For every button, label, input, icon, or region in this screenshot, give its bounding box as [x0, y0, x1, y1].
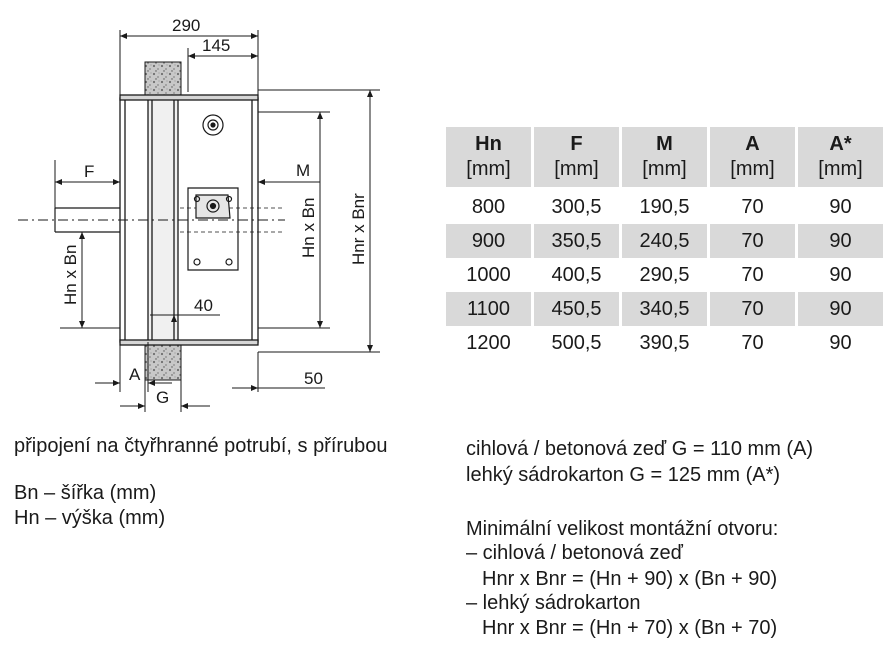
table-cell: 70	[709, 224, 797, 258]
dim-g-label: G	[156, 388, 170, 407]
wall-bottom	[145, 340, 181, 380]
table-cell: 350,5	[533, 224, 621, 258]
table-cell: 800	[471, 195, 506, 218]
table-cell: 190,5	[621, 189, 709, 225]
dim-f-label: F	[84, 162, 95, 181]
dim-m-label: M	[296, 161, 311, 180]
dim-hnr-bnr-label: Hnr x Bnr	[349, 193, 368, 265]
table-cell: 400,5	[533, 258, 621, 292]
table-cell: 450,5	[533, 292, 621, 326]
header-a: A [mm]	[709, 127, 797, 189]
opening-drywall-label: – lehký sádrokarton	[466, 592, 641, 614]
dim-hn-bn-right-label: Hn x Bn	[299, 197, 318, 258]
dim-a-label: A	[129, 365, 141, 384]
opening-brick-formula: Hnr x Bnr = (Hn + 90) x (Bn + 90)	[482, 568, 778, 590]
wall-brick-note: cihlová / betonová zeď G = 110 mm (A)	[466, 438, 814, 460]
header-m: M [mm]	[621, 127, 709, 189]
table-row	[446, 189, 883, 225]
table-cell: 70	[709, 258, 797, 292]
opening-title: Minimální velikost montážní otvoru:	[466, 518, 779, 540]
table-row	[446, 224, 883, 258]
dimension-table	[446, 127, 883, 360]
table-cell: 90	[797, 189, 884, 225]
technical-drawing	[0, 0, 440, 430]
wall-drywall-note: lehký sádrokarton G = 125 mm (A*)	[466, 464, 781, 486]
header-hn: Hn [mm]	[446, 127, 533, 189]
dim-40-label: 40	[194, 296, 213, 315]
table-row	[446, 326, 883, 360]
table-row	[446, 292, 883, 326]
hn-definition: Hn – výška (mm)	[14, 507, 166, 529]
table-cell: 390,5	[621, 326, 709, 360]
table-row	[446, 258, 883, 292]
wall-top	[145, 62, 181, 98]
table-cell: 1000	[466, 263, 511, 286]
connection-caption: připojení na čtyřhranné potrubí, s přírubou	[14, 435, 388, 457]
table-cell: 240,5	[621, 224, 709, 258]
table-cell: 90	[797, 224, 884, 258]
opening-brick-label: – cihlová / betonová zeď	[466, 542, 683, 564]
table-cell: 90	[797, 258, 884, 292]
table-cell: 1100	[446, 292, 533, 326]
table-cell: 290,5	[621, 258, 709, 292]
table-cell: 70	[709, 292, 797, 326]
table-cell: 900	[446, 224, 533, 258]
dim-290-label: 290	[172, 16, 201, 35]
table-cell: 1200	[466, 331, 511, 354]
bn-definition: Bn – šířka (mm)	[14, 482, 157, 504]
dim-hn-bn-left-label: Hn x Bn	[61, 244, 80, 305]
table-header-row	[446, 127, 883, 189]
table-cell: 500,5	[533, 326, 621, 360]
header-a-star: A* [mm]	[797, 127, 884, 189]
dim-50-label: 50	[304, 369, 323, 388]
dim-145-label: 145	[202, 36, 231, 55]
opening-drywall-formula: Hnr x Bnr = (Hn + 70) x (Bn + 70)	[482, 617, 778, 639]
table-cell: 90	[797, 292, 884, 326]
table-cell: 70	[709, 326, 797, 360]
header-f: F [mm]	[533, 127, 621, 189]
table-cell: 70	[709, 189, 797, 225]
table-cell: 90	[797, 326, 884, 360]
table-cell: 300,5	[533, 189, 621, 225]
table-cell: 340,5	[621, 292, 709, 326]
